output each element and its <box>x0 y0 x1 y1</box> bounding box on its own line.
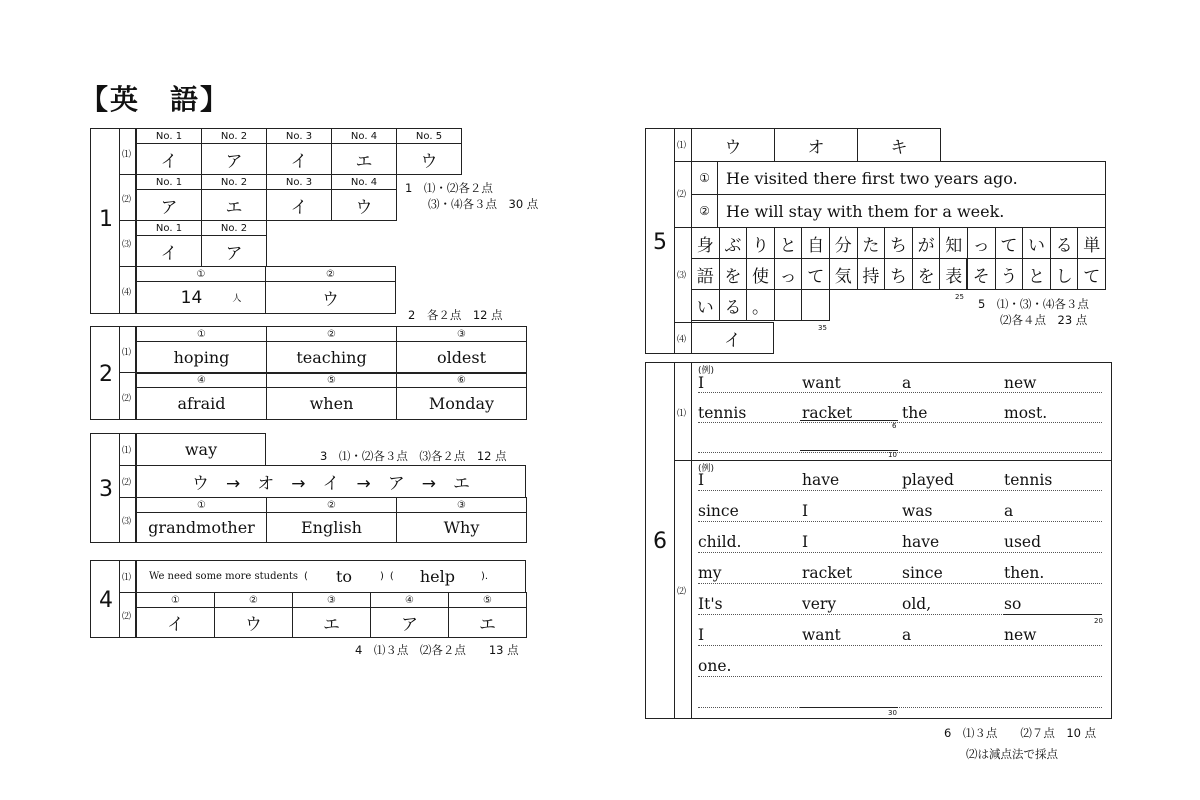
part-header: No. 2 <box>201 128 267 144</box>
grid-cell: い <box>1022 227 1051 259</box>
question-number: 5 <box>653 230 667 255</box>
part-label: ⑵ <box>122 478 132 488</box>
answer-word: racket <box>802 564 853 582</box>
question-number: 2 <box>99 362 113 387</box>
grid-cell: ぶ <box>719 227 748 259</box>
grid-cell: 語 <box>691 258 720 290</box>
grid-cell: 自 <box>801 227 830 259</box>
grid-cell: と <box>1022 258 1051 290</box>
grid-cell: し <box>1050 258 1079 290</box>
answer-cell <box>136 281 266 314</box>
part-header: ① <box>136 497 267 513</box>
score-note: ⑶・⑷各３点 30 点 <box>428 197 539 211</box>
grid-cell: を <box>912 258 941 290</box>
answer-word: have <box>902 533 940 551</box>
answer-text: to <box>335 567 352 586</box>
part-header: ② <box>266 497 397 513</box>
question-number: 3 <box>99 477 113 502</box>
answer-word: old, <box>902 595 932 613</box>
writing-line <box>698 707 1102 708</box>
answer-word: want <box>802 626 841 644</box>
score-note: ⑵各４点 23 点 <box>1000 313 1088 327</box>
answer-cell: He visited there first two years ago. <box>717 161 1106 195</box>
score-note: 4 ⑴３点 ⑵各２点 13 点 <box>355 643 519 657</box>
answer-cell: grandmother <box>136 512 267 543</box>
answer-cell: ウ <box>691 128 775 162</box>
answer-cell: イ <box>691 322 774 354</box>
grid-cell: 表 <box>939 258 968 290</box>
answer-word: one. <box>698 657 732 675</box>
grid-cell <box>801 289 830 321</box>
part4-header-2: ② <box>265 266 396 282</box>
answer-word: most. <box>1004 404 1048 422</box>
example-mark: (例) <box>698 464 715 474</box>
mark-cell: ② <box>691 194 718 228</box>
sentence-prefix: We need some more students <box>149 571 299 582</box>
page-title: 【英 語】 <box>80 83 231 116</box>
answer-cell: Why <box>396 512 527 543</box>
question-number: 1 <box>99 207 113 232</box>
answer-word: my <box>698 564 722 582</box>
part-header: No. 2 <box>201 174 267 190</box>
answer-cell: キ <box>857 128 941 162</box>
part-label: ⑵ <box>122 195 132 205</box>
grid-cell: り <box>746 227 775 259</box>
answer-word: I <box>698 471 705 489</box>
part-label: ⑴ <box>122 348 132 358</box>
part-label: ⑴ <box>677 409 687 419</box>
answer-cell: ウ <box>214 607 293 638</box>
answer-cell: エ <box>201 189 267 221</box>
answer-word: I <box>698 626 705 644</box>
score-note: 1 ⑴・⑵各２点 <box>405 181 493 195</box>
answer-cell: ウ <box>396 143 462 175</box>
answer-cell: イ <box>266 143 332 175</box>
part-header: ③ <box>396 326 527 342</box>
answer-cell <box>136 560 526 593</box>
answer-word: a <box>1004 502 1014 520</box>
answer-cell: イ <box>136 235 202 267</box>
answer-cell: エ <box>448 607 527 638</box>
grid-cell <box>774 289 803 321</box>
answer-cell: when <box>266 387 397 420</box>
answer-word: very <box>802 595 837 613</box>
grid-cell: て <box>995 227 1024 259</box>
answer-word: so <box>1004 595 1022 613</box>
char-count: 35 <box>818 324 827 332</box>
answer-unit: 人 <box>232 294 242 304</box>
answer-cell: ウ <box>265 281 396 314</box>
answer-word: tennis <box>1004 471 1053 489</box>
answer-text: help <box>419 567 455 586</box>
grid-cell: が <box>912 227 941 259</box>
writing-line <box>698 422 1102 423</box>
grid-cell: 気 <box>829 258 858 290</box>
part-header: ② <box>266 326 397 342</box>
part-header: No. 4 <box>331 128 397 144</box>
answer-word: the <box>902 404 928 422</box>
part-header: ① <box>136 592 215 608</box>
grid-cell: 使 <box>746 258 775 290</box>
grid-cell: っ <box>967 227 996 259</box>
example-mark: (例) <box>698 366 715 376</box>
answer-word: since <box>902 564 943 582</box>
word-count: 30 <box>888 709 897 717</box>
answer-word: I <box>802 502 809 520</box>
part-label: ⑴ <box>122 446 132 456</box>
grid-cell: ち <box>884 258 913 290</box>
answer-cell: イ <box>136 607 215 638</box>
word-count: 10 <box>888 451 897 459</box>
answer-word: have <box>802 471 840 489</box>
answer-word: It's <box>698 595 723 613</box>
answer-cell: ア <box>370 607 449 638</box>
answer-word: I <box>802 533 809 551</box>
part-header: No. 5 <box>396 128 462 144</box>
part-label: ⑵ <box>677 587 687 597</box>
score-note: ⑵は減点法で採点 <box>966 747 1058 761</box>
part-header: ① <box>136 326 267 342</box>
part-label: ⑵ <box>122 612 132 622</box>
part-header: ② <box>214 592 293 608</box>
part-header: No. 3 <box>266 174 332 190</box>
part-label: ⑷ <box>677 335 687 345</box>
part-label: ⑵ <box>122 394 132 404</box>
part-header: No. 1 <box>136 220 202 236</box>
answer-cell: イ <box>136 143 202 175</box>
score-note: 2 各２点 12 点 <box>408 308 503 322</box>
grid-cell: る <box>719 289 748 321</box>
answer-word: since <box>698 502 739 520</box>
answer-word: tennis <box>698 404 747 422</box>
part-header: No. 1 <box>136 174 202 190</box>
answer-cell: ウ → オ → イ → ア → エ <box>136 465 526 498</box>
answer-cell: エ <box>331 143 397 175</box>
answer-word: then. <box>1004 564 1045 582</box>
part-header: ④ <box>136 372 267 388</box>
grid-cell: る <box>1050 227 1079 259</box>
grid-cell: っ <box>774 258 803 290</box>
part4-header-1: ① <box>136 266 266 282</box>
grid-cell: 。 <box>746 289 775 321</box>
mark-cell: ① <box>691 161 718 195</box>
answer-cell: oldest <box>396 341 527 374</box>
part-header: ⑥ <box>396 372 527 388</box>
grid-cell: た <box>857 227 886 259</box>
answer-text: 14 <box>180 287 203 308</box>
answer-cell: エ <box>292 607 371 638</box>
answer-cell: way <box>136 433 266 466</box>
answer-word: child. <box>698 533 742 551</box>
part-header: ⑤ <box>266 372 397 388</box>
grid-cell: 分 <box>829 227 858 259</box>
writing-line <box>698 392 1102 393</box>
writing-line <box>698 552 1102 553</box>
writing-line <box>698 521 1102 522</box>
answer-word: a <box>902 374 912 392</box>
answer-word: a <box>902 626 912 644</box>
writing-line <box>698 490 1102 491</box>
answer-cell: teaching <box>266 341 397 374</box>
answer-cell: イ <box>266 189 332 221</box>
writing-line <box>698 583 1102 584</box>
question-number: 6 <box>653 529 667 554</box>
part-label: ⑶ <box>122 517 132 527</box>
part-label: ⑵ <box>677 190 687 200</box>
score-note: 6 ⑴３点 ⑵７点 10 点 <box>944 726 1097 740</box>
answer-word: was <box>902 502 933 520</box>
part-header: ⑤ <box>448 592 527 608</box>
part-label: ⑴ <box>677 141 687 151</box>
answer-cell: ア <box>136 189 202 221</box>
word-count: 20 <box>1094 617 1103 625</box>
part-header: No. 3 <box>266 128 332 144</box>
answer-cell: afraid <box>136 387 267 420</box>
paren: ( <box>389 571 394 582</box>
question-number: 4 <box>99 588 113 613</box>
part-header: No. 2 <box>201 220 267 236</box>
part-label: ⑶ <box>677 271 687 281</box>
grid-cell: 身 <box>691 227 720 259</box>
paren: ) <box>380 571 384 582</box>
grid-cell: う <box>995 258 1024 290</box>
part-header: ④ <box>370 592 449 608</box>
answer-cell: ア <box>201 235 267 267</box>
part-label: ⑴ <box>122 150 132 160</box>
char-count: 25 <box>955 293 964 301</box>
grid-cell: い <box>691 289 720 321</box>
grid-marker <box>966 258 968 290</box>
part-label: ⑷ <box>122 288 132 298</box>
word-count: 6 <box>892 422 897 430</box>
grid-cell: 知 <box>939 227 968 259</box>
part-header: No. 1 <box>136 128 202 144</box>
grid-cell: て <box>1077 258 1106 290</box>
answer-cell: ウ <box>331 189 397 221</box>
part-label: ⑴ <box>122 573 132 583</box>
answer-word: want <box>802 374 841 392</box>
part-header: ③ <box>292 592 371 608</box>
answer-cell: オ <box>774 128 858 162</box>
writing-line <box>698 645 1102 646</box>
score-note: 5 ⑴・⑶・⑷各３点 <box>978 297 1089 311</box>
answer-cell: Monday <box>396 387 527 420</box>
answer-cell: hoping <box>136 341 267 374</box>
answer-word: new <box>1004 374 1037 392</box>
answer-word: I <box>698 374 705 392</box>
answer-cell: English <box>266 512 397 543</box>
grid-cell: ち <box>884 227 913 259</box>
grid-cell: て <box>801 258 830 290</box>
grid-cell: 持 <box>857 258 886 290</box>
paren: ). <box>480 571 489 582</box>
answer-word: played <box>902 471 954 489</box>
writing-line <box>698 676 1102 677</box>
part-label: ⑶ <box>122 240 132 250</box>
grid-cell: と <box>774 227 803 259</box>
answer-word: racket <box>802 404 853 422</box>
writing-line <box>698 452 1102 453</box>
answer-cell: ア <box>201 143 267 175</box>
answer-word: new <box>1004 626 1037 644</box>
score-note: 3 ⑴・⑵各３点 ⑶各２点 12 点 <box>320 449 507 463</box>
grid-cell: を <box>719 258 748 290</box>
answer-word: used <box>1004 533 1042 551</box>
answer-cell: He will stay with them for a week. <box>717 194 1106 228</box>
part-header: No. 4 <box>331 174 397 190</box>
grid-cell: 単 <box>1077 227 1106 259</box>
part-header: ③ <box>396 497 527 513</box>
grid-cell: そ <box>967 258 996 290</box>
paren: ( <box>304 571 308 582</box>
